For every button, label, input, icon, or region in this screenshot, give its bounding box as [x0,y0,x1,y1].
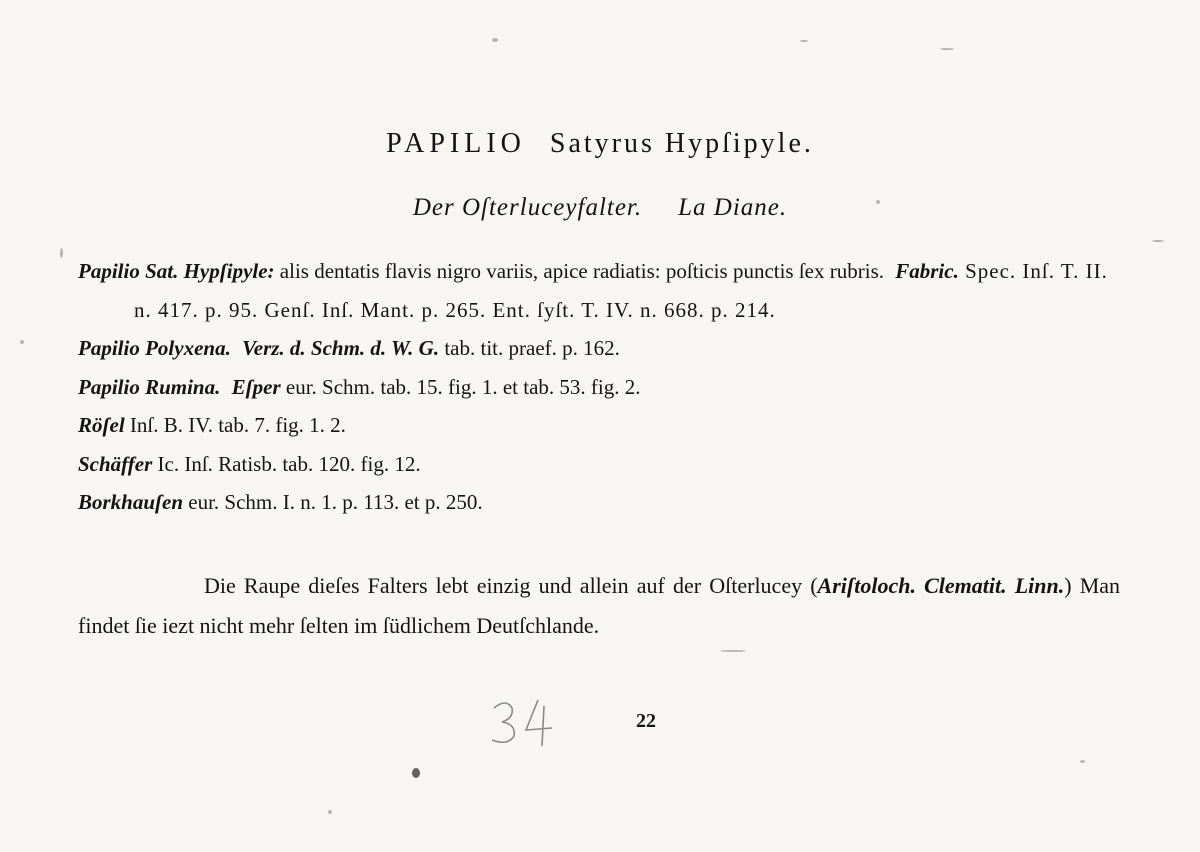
reference-rest: Ic. Inſ. Ratisb. tab. 120. fig. 12. [152,451,421,476]
reference-author: Schäffer [78,451,153,476]
reference-entry [78,445,1118,484]
handwritten-mark-34 [484,694,564,750]
title-genus: PAPILIO [386,128,526,159]
reference-entry [78,406,1118,445]
title-species: Satyrus Hypſipyle. [549,128,814,159]
subtitle-french: La Diane. [678,194,788,221]
body-text-italic: Ariſtoloch. Clematit. Linn. [817,573,1065,598]
reference-author: Papilio Sat. Hypſipyle: [78,259,275,283]
reference-author: Röſel [78,413,125,437]
reference-rest: eur. Schm. tab. 15. fig. 1. et tab. 53. fig. 2. [280,374,641,399]
reference-citation: Verz. d. Schm. d. W. G. [242,336,440,360]
reference-entry [78,329,1118,368]
body-text-start: Die Raupe dieſes Falters lebt einzig und allein auf der Oſterlucey ( [204,573,818,598]
reference-text: alis dentatis flavis nigro variis, apice radiatis: poſticis punctis ſex rubris. [274,259,884,283]
reference-rest: tab. tit. praef. p. 162. [439,336,620,360]
reference-author: Papilio Polyxena. [78,336,231,360]
reference-rest: eur. Schm. I. n. 1. p. 113. et p. 250. [183,490,483,514]
reference-citation: Eſper [231,374,281,399]
reference-author: Borkhauſen [78,490,184,514]
reference-author: Papilio Rumina. [78,374,221,399]
reference-citation: Fabric. [895,259,959,283]
page-number: 22 [636,710,656,732]
reference-rest: Spec. Inſ. T. II. n. 417. p. 95. Genſ. Inſ. Mant. p. 265. Ent. ſyſt. T. IV. n. 668. p. 214. [134,259,1108,322]
reference-entry [78,483,1118,522]
page-subtitle [0,194,1200,222]
reference-rest: Inſ. B. IV. tab. 7. fig. 1. 2. [124,413,346,437]
body-paragraph [78,566,1120,646]
page-title [0,128,1200,160]
reference-entry [78,368,1118,407]
body-text-end: ) Man findet ſie iezt nicht mehr ſelten im ſüdlichem Deutſchlande. [78,573,1121,638]
reference-entry [78,252,1118,329]
subtitle-german: Der Oſterluceyfalter. [412,194,643,221]
references-list [78,252,1118,522]
